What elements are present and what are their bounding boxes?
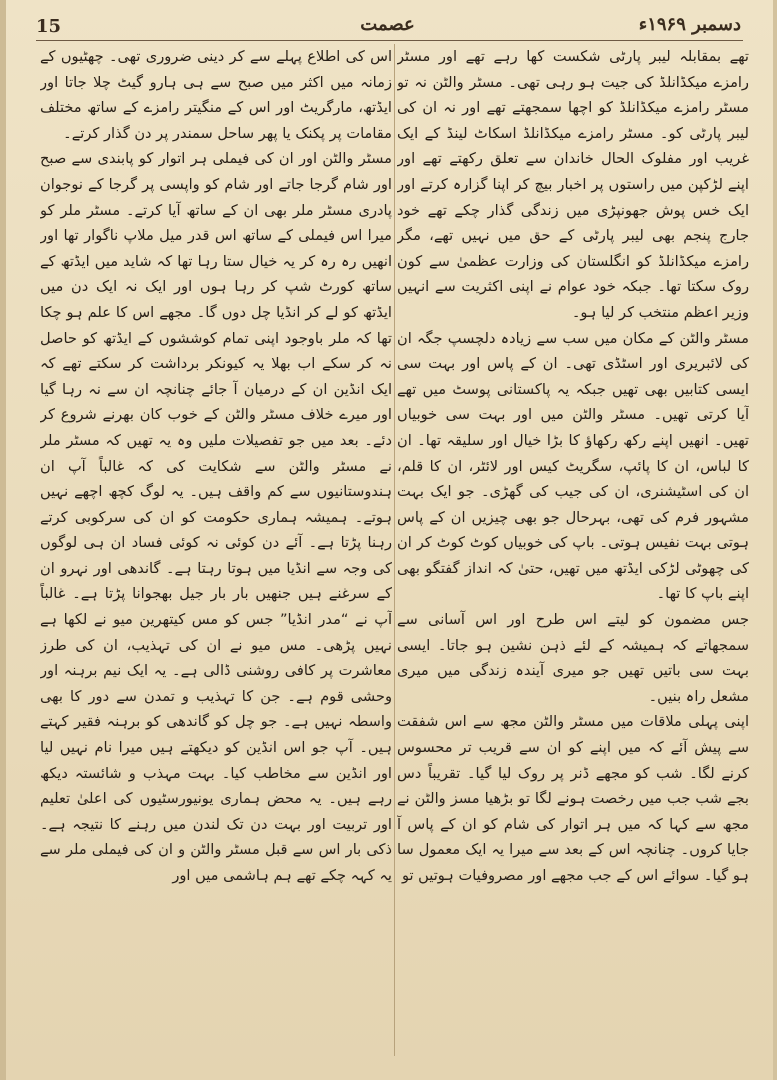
paragraph: جس مضمون کو لیتے اس طرح اور اس آسانی سے سمجھاتے کہ ہمیشہ کے لئے ذہن نشین ہو جاتا۔ ایسی بہت سی باتیں تھیں جو میری آیندہ زندگی میں میری مشعل راہ بنیں۔ [397, 611, 749, 705]
paragraph: تھے بمقابلہ لیبر پارٹی شکست کھا رہے تھے اور مسٹر رامزے میکڈانلڈ کی جیت ہو رہی تھی۔ مسٹر والٹن نہ تو مسٹر رامزے میکڈانلڈ کو اچھا سمجھتے تھے اور نہ ان کی لیبر پارٹی کو۔ مسٹر رامزے میکڈانلڈ اسکاٹ لینڈ کے ایک غریب اور مفلوک الحال خاندان سے تعلق رکھتے تھے اور اپنے لڑکپن میں راستوں پر اخبار بیچ کر اپنا گزارہ کرتے اور ایک خس پوش جھونپڑی میں زندگی گذار چکے تھے خود جارج پنجم بھی لیبر پارٹی کے حق میں نہیں تھے، مگر رامزے میکڈانلڈ کو انگلستان کی وزارت عظمیٰ سے کون روک سکتا تھا۔ جبکہ خود عوام نے اپنی اکثریت سے انہیں وزیر اعظم منتخب کر لیا ہو۔ [397, 48, 749, 321]
paragraph: اپنی پہلی ملاقات میں مسٹر والٹن مجھ سے اس شفقت سے پیش آئے کہ میں اپنے کو ان سے قریب تر محسوس کرنے لگا۔ شب کو مجھے ڈنر پر روک لیا گیا۔ تقریباً دس بجے شب جب میں رخصت ہونے لگا تو بڑھیا مسز والٹن نے مجھ سے کہا کہ میں ہر اتوار کی شام کو ان کے پاس آ جایا کروں۔ چنانچہ اس کے بعد سے میرا یہ ایک معمول سا ہو گیا۔ سوائے اس کے جب مجھے اور مصروفیات ہوتیں تو [397, 713, 749, 884]
paragraph: مسٹر والٹن اور ان کی فیملی ہر اتوار کو پابندی سے صبح اور شام گرجا جاتے اور شام کو واپسی پر گرجا کے نوجوان پادری مسٹر ملر بھی ان کے ساتھ آیا کرتے۔ مسٹر ملر کو میرا اس فیملی کے ساتھ اس قدر میل ملاپ ناگوار تھا اور انھیں رہ رہ کر یہ خیال ستا رہا تھا کہ شاید میں ایڈتھ کے ساتھ کورٹ شپ کر رہا ہوں اور ایک نہ ایک دن میں ایڈتھ کو لے کر انڈیا چل دوں گا۔ مجھے اس کا علم ہو چکا تھا کہ ملر باوجود اپنی تمام کوششوں کے ایڈتھ کو حاصل نہ کر سکے اب بھلا یہ کیونکر برداشت کر سکتے تھے کہ ایک انڈین ان کے درمیان آ جائے چنانچہ ان سے نہ رہا گیا اور میرے خلاف مسٹر والٹن کے خوب کان بھرنے شروع کر دئے۔ بعد میں جو تفصیلات ملیں وہ یہ تھیں کہ مسٹر ملر نے مسٹر والٹن سے شکایت کی کہ غالباً آپ ان ہندوستانیوں سے کم واقف ہیں۔ یہ لوگ کچھ اچھے نہیں ہوتے۔ ہمیشہ ہماری حکومت کو ان کی سرکوبی کرتے رہنا پڑتا ہے۔ آئے دن کوئی نہ کوئی فساد ان ہی لوگوں کی وجہ سے انڈیا میں ہوتا رہتا ہے۔ گاندھی اور نہرو ان کے سرغنے ہیں جنھیں بار بار جیل بھجوانا پڑتا ہے۔ غالباً آپ نے “مدر انڈیا” جس کو مس کیتھرین میو نے لکھا ہے نہیں پڑھی۔ مس میو نے ان کی تہذیب، ان کی طرز معاشرت پر کافی روشنی ڈالی ہے۔ یہ ایک نیم برہنہ اور وحشی قوم ہے۔ جن کا تہذیب و تمدن سے دور کا بھی واسطہ نہیں ہے۔ جو چل کو گاندھی کو برہنہ فقیر کہتے ہیں۔ آپ جو اس انڈین کو دیکھتے ہیں میرا نام نہیں لیا اور انڈین سے مخاطب کیا۔ بہت مہذب و شائستہ دیکھ رہے ہیں۔ یہ محض ہماری یونیورسٹیوں کی اعلیٰ تعلیم اور تربیت اور بہت دن تک لندن میں رہنے کا نتیجہ ہے۔ ذکی بار اس سے قبل مسٹر والٹن و ان کی فیملی ملر سے یہ کہہ چکے تھے ہم ہاشمی میں اور [40, 150, 392, 884]
paragraph: مسٹر والٹن کے مکان میں سب سے زیادہ دلچسپ جگہ ان کی لائبریری اور اسٹڈی تھی۔ ان کے پاس اور بہت سی ایسی کتابیں بھی تھیں جبکہ یہ پاکستانی پوسٹ میں تھے آیا کرتی تھیں۔ مسٹر والٹن میں اور بہت سی خوبیاں تھیں۔ انھیں اپنے رکھ رکھاؤ کا بڑا خیال اور سلیقہ تھا۔ ان کا لباس، ان کا پائپ، سگریٹ کیس اور لائٹر، ان کا قلم، ان کی اسٹیشنری، ان کی جیب کی گھڑی۔ جو ایک بہت مشہور فرم کی تھی، بہرحال جو بھی چیزیں ان کے پاس ہوتی بہت نفیس ہوتی۔ باپ کی خوبیاں کوٹ کوٹ کر ان کی چھوٹی لڑکی ایڈتھ میں تھیں، حتیٰ کہ انداز گفتگو بھی اپنے باپ کا تھا۔ [397, 329, 749, 603]
journal-title: عصمت [360, 14, 415, 35]
running-header [24, 14, 751, 40]
left-column [40, 44, 392, 1066]
column-divider [394, 44, 395, 1056]
header-rule [36, 40, 743, 41]
right-column [397, 44, 749, 1066]
page-number: 15 [36, 16, 62, 37]
paragraph: اس کی اطلاع پہلے سے کر دینی ضروری تھی۔ چھٹیوں کے زمانہ میں اکثر میں صبح سے ہی ہارو گیٹ چلا جاتا اور ایڈتھ، مارگریٹ اور اس کے منگیتر رامزے کے ساتھ مختلف مقامات پر پکنک یا پھر ساحل سمندر پر دن گذار کرتے۔ [40, 48, 392, 142]
issue-date: دسمبر ۱۹۶۹ء [638, 14, 741, 35]
